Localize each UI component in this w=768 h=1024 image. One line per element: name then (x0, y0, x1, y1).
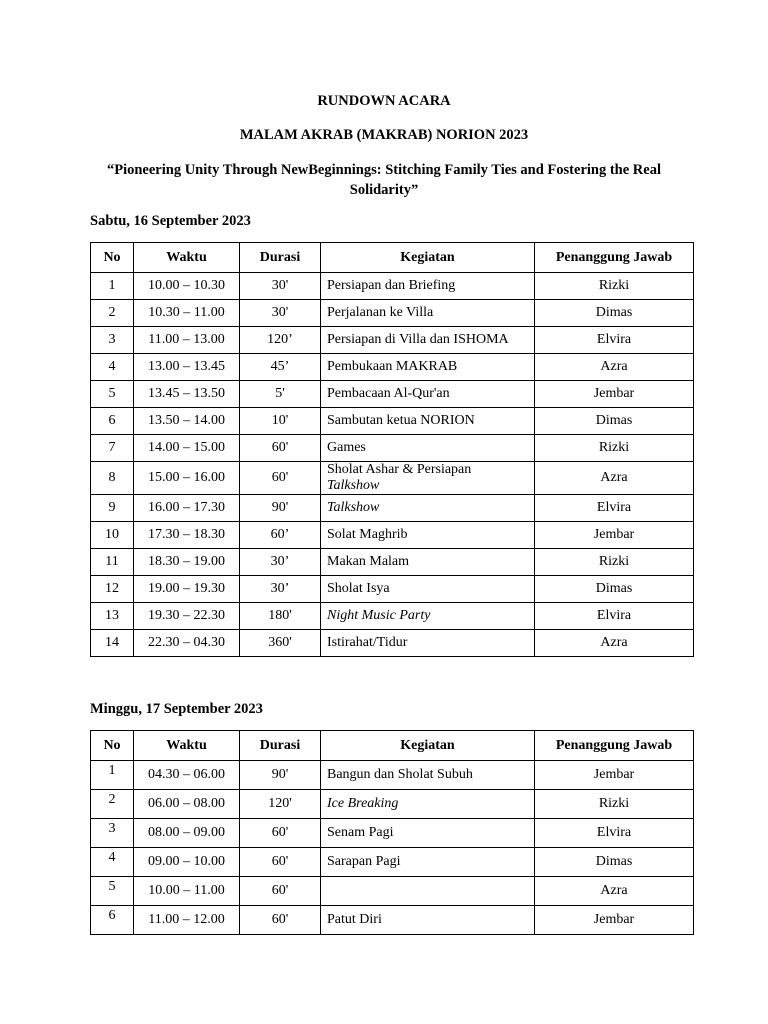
cell-pj: Rizki (535, 435, 694, 462)
document-title: RUNDOWN ACARA (317, 93, 451, 109)
cell-waktu: 09.00 – 10.00 (134, 848, 240, 877)
cell-no: 3 (91, 327, 134, 354)
cell-no: 2 (91, 300, 134, 327)
cell-no: 14 (91, 630, 134, 657)
cell-durasi: 60' (240, 435, 321, 462)
cell-no: 6 (91, 906, 134, 935)
table-header-row (91, 731, 694, 761)
cell-no: 4 (91, 354, 134, 381)
header-no: No (91, 243, 134, 273)
cell-durasi: 60' (240, 877, 321, 906)
cell-kegiatan (321, 462, 535, 495)
cell-waktu: 10.00 – 11.00 (134, 877, 240, 906)
cell-kegiatan: Games (321, 435, 535, 462)
cell-pj: Jembar (535, 522, 694, 549)
cell-waktu: 11.00 – 13.00 (134, 327, 240, 354)
cell-durasi: 45’ (240, 354, 321, 381)
cell-pj: Dimas (535, 848, 694, 877)
cell-waktu: 22.30 – 04.30 (134, 630, 240, 657)
cell-kegiatan: Patut Diri (321, 906, 535, 935)
cell-waktu: 13.45 – 13.50 (134, 381, 240, 408)
cell-durasi: 10' (240, 408, 321, 435)
table-row (91, 495, 694, 522)
cell-waktu: 08.00 – 09.00 (134, 819, 240, 848)
cell-pj: Dimas (535, 576, 694, 603)
cell-waktu: 15.00 – 16.00 (134, 462, 240, 495)
cell-waktu: 19.30 – 22.30 (134, 603, 240, 630)
cell-kegiatan: Sholat Isya (321, 576, 535, 603)
cell-pj: Dimas (535, 300, 694, 327)
cell-no: 13 (91, 603, 134, 630)
cell-kegiatan: Senam Pagi (321, 819, 535, 848)
header-durasi: Durasi (240, 243, 321, 273)
table-row (91, 906, 694, 935)
header-penanggung-jawab: Penanggung Jawab (535, 731, 694, 761)
cell-pj: Jembar (535, 381, 694, 408)
cell-waktu: 16.00 – 17.30 (134, 495, 240, 522)
cell-kegiatan: Pembukaan MAKRAB (321, 354, 535, 381)
cell-pj: Elvira (535, 819, 694, 848)
cell-kegiatan: Perjalanan ke Villa (321, 300, 535, 327)
cell-kegiatan: Sambutan ketua NORION (321, 408, 535, 435)
cell-no: 4 (91, 848, 134, 877)
cell-waktu: 13.00 – 13.45 (134, 354, 240, 381)
cell-pj: Elvira (535, 327, 694, 354)
header-no: No (91, 731, 134, 761)
cell-no: 6 (91, 408, 134, 435)
cell-durasi: 180' (240, 603, 321, 630)
table-row (91, 848, 694, 877)
cell-kegiatan: Sarapan Pagi (321, 848, 535, 877)
header-penanggung-jawab: Penanggung Jawab (535, 243, 694, 273)
cell-no: 5 (91, 381, 134, 408)
cell-waktu: 14.00 – 15.00 (134, 435, 240, 462)
cell-durasi: 60’ (240, 522, 321, 549)
cell-durasi: 360' (240, 630, 321, 657)
cell-kegiatan: Persiapan di Villa dan ISHOMA (321, 327, 535, 354)
cell-waktu: 10.00 – 10.30 (134, 273, 240, 300)
cell-pj: Azra (535, 462, 694, 495)
cell-pj: Jembar (535, 761, 694, 790)
table-row (91, 435, 694, 462)
cell-kegiatan: Pembacaan Al-Qur'an (321, 381, 535, 408)
cell-kegiatan (321, 877, 535, 906)
cell-no: 11 (91, 549, 134, 576)
table-row (91, 354, 694, 381)
cell-waktu: 18.30 – 19.00 (134, 549, 240, 576)
header-durasi: Durasi (240, 731, 321, 761)
table-row (91, 603, 694, 630)
cell-waktu: 11.00 – 12.00 (134, 906, 240, 935)
cell-no: 1 (91, 273, 134, 300)
table-row (91, 462, 694, 495)
cell-durasi: 90' (240, 761, 321, 790)
header-waktu: Waktu (134, 243, 240, 273)
cell-waktu: 06.00 – 08.00 (134, 790, 240, 819)
cell-no: 9 (91, 495, 134, 522)
cell-no: 12 (91, 576, 134, 603)
table-row (91, 576, 694, 603)
cell-durasi: 60' (240, 819, 321, 848)
table-header-row (91, 243, 694, 273)
cell-waktu: 19.00 – 19.30 (134, 576, 240, 603)
cell-no: 2 (91, 790, 134, 819)
cell-waktu: 10.30 – 11.00 (134, 300, 240, 327)
cell-durasi: 60' (240, 462, 321, 495)
table-row (91, 300, 694, 327)
header-waktu: Waktu (134, 731, 240, 761)
table-row (91, 273, 694, 300)
cell-durasi: 120’ (240, 327, 321, 354)
cell-kegiatan: Talkshow (321, 495, 535, 522)
cell-durasi: 30’ (240, 549, 321, 576)
cell-pj: Rizki (535, 549, 694, 576)
cell-waktu: 04.30 – 06.00 (134, 761, 240, 790)
cell-waktu: 13.50 – 14.00 (134, 408, 240, 435)
cell-no: 10 (91, 522, 134, 549)
day1-label: Sabtu, 16 September 2023 (90, 213, 251, 229)
cell-kegiatan: Makan Malam (321, 549, 535, 576)
table-row (91, 761, 694, 790)
cell-durasi: 30’ (240, 576, 321, 603)
table-row (91, 819, 694, 848)
day1-schedule-table (90, 242, 694, 657)
cell-pj: Elvira (535, 495, 694, 522)
cell-pj: Azra (535, 877, 694, 906)
cell-waktu: 17.30 – 18.30 (134, 522, 240, 549)
cell-durasi: 60' (240, 848, 321, 877)
event-title: MALAM AKRAB (MAKRAB) NORION 2023 (239, 127, 529, 143)
cell-pj: Jembar (535, 906, 694, 935)
cell-pj: Azra (535, 354, 694, 381)
header-kegiatan: Kegiatan (321, 731, 535, 761)
cell-pj: Rizki (535, 790, 694, 819)
table-row (91, 522, 694, 549)
cell-durasi: 90' (240, 495, 321, 522)
table-row (91, 549, 694, 576)
day2-schedule-table (90, 730, 694, 935)
cell-no: 3 (91, 819, 134, 848)
kegiatan-line-italic: Talkshow (327, 478, 380, 493)
cell-no: 7 (91, 435, 134, 462)
cell-kegiatan: Ice Breaking (321, 790, 535, 819)
event-theme: “Pioneering Unity Through NewBeginnings: Stitching Family Ties and Fostering the Real Solidarity” (106, 162, 661, 198)
cell-pj: Dimas (535, 408, 694, 435)
cell-no: 8 (91, 462, 134, 495)
cell-durasi: 5' (240, 381, 321, 408)
table-row (91, 381, 694, 408)
table-row (91, 790, 694, 819)
table-row (91, 408, 694, 435)
cell-durasi: 30' (240, 273, 321, 300)
cell-no: 1 (91, 761, 134, 790)
cell-kegiatan: Night Music Party (321, 603, 535, 630)
cell-kegiatan: Istirahat/Tidur (321, 630, 535, 657)
cell-pj: Azra (535, 630, 694, 657)
table-row (91, 327, 694, 354)
cell-durasi: 60' (240, 906, 321, 935)
cell-kegiatan: Persiapan dan Briefing (321, 273, 535, 300)
header-kegiatan: Kegiatan (321, 243, 535, 273)
cell-kegiatan: Solat Maghrib (321, 522, 535, 549)
table-row (91, 877, 694, 906)
cell-pj: Rizki (535, 273, 694, 300)
cell-kegiatan: Bangun dan Sholat Subuh (321, 761, 535, 790)
cell-no: 5 (91, 877, 134, 906)
cell-durasi: 30' (240, 300, 321, 327)
table-row (91, 630, 694, 657)
cell-pj: Elvira (535, 603, 694, 630)
kegiatan-line: Sholat Ashar & Persiapan (327, 462, 472, 477)
day2-label: Minggu, 17 September 2023 (90, 701, 263, 717)
cell-durasi: 120' (240, 790, 321, 819)
